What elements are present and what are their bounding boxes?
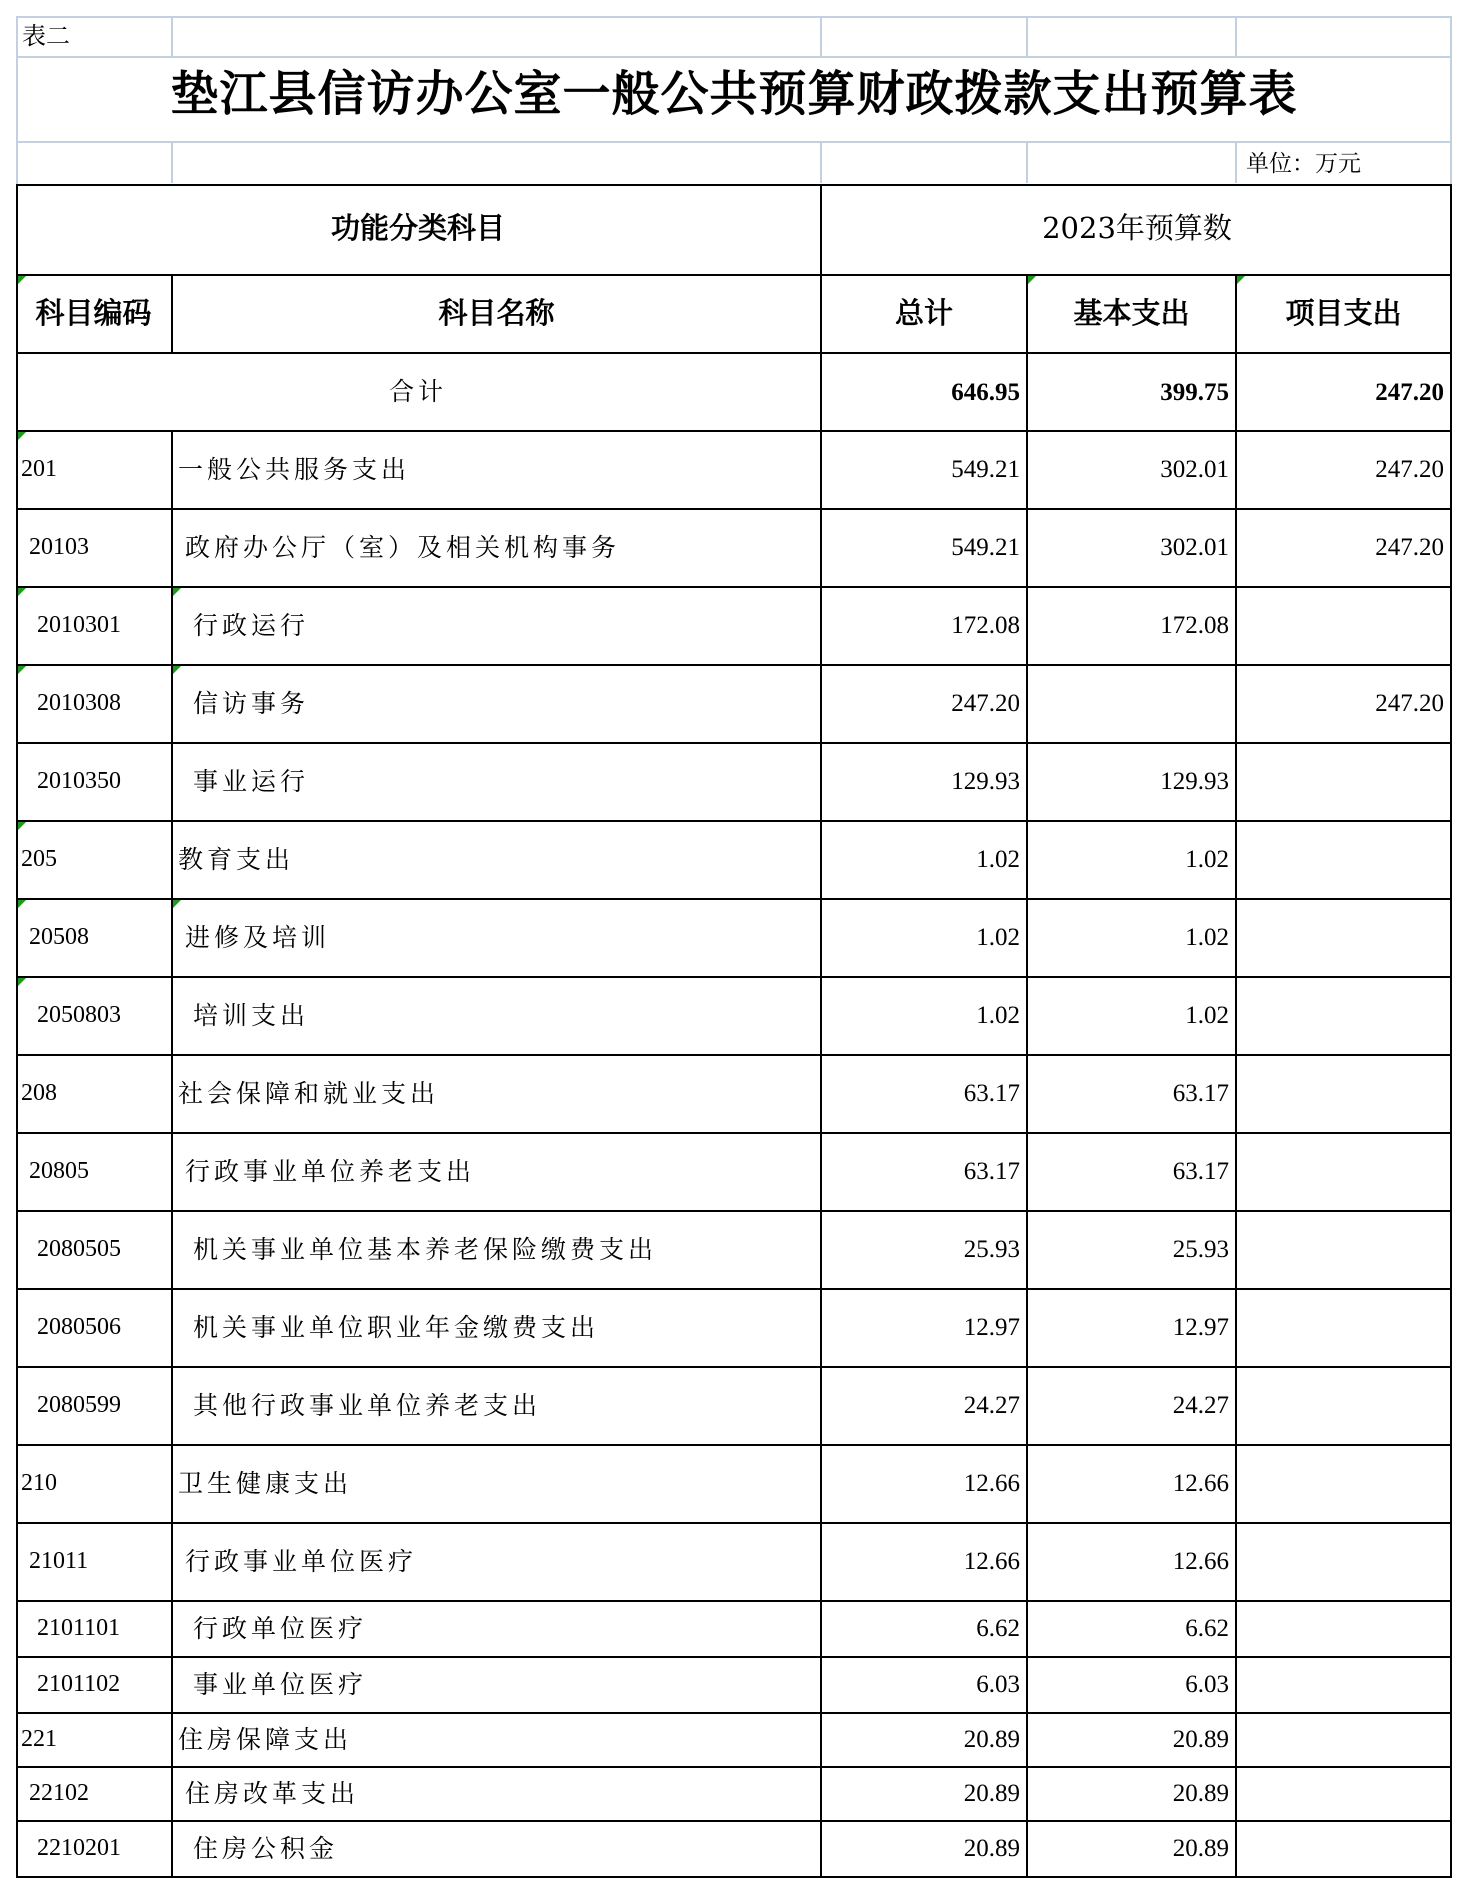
row-total: 20.89 xyxy=(963,1835,1020,1862)
header-name: 科目名称 xyxy=(438,296,555,330)
row-code: 210 xyxy=(21,1470,57,1496)
row-name: 机关事业单位基本养老保险缴费支出 xyxy=(193,1235,658,1264)
row-name: 住房公积金 xyxy=(193,1834,339,1863)
cell-marker-icon xyxy=(173,588,181,596)
col-border xyxy=(171,274,173,352)
row-code: 21011 xyxy=(29,1548,89,1574)
row-name: 培训支出 xyxy=(193,1001,310,1030)
cell-marker-icon xyxy=(18,666,26,674)
col-border xyxy=(820,184,822,1878)
row-code: 2010301 xyxy=(37,612,121,638)
cell-marker-icon xyxy=(18,432,26,440)
row-total: 6.03 xyxy=(976,1671,1020,1698)
row-basic: 24.27 xyxy=(1172,1392,1229,1419)
grid-line xyxy=(820,16,822,58)
row-code: 20508 xyxy=(29,924,89,950)
row-total: 12.66 xyxy=(963,1470,1020,1497)
row-total: 1.02 xyxy=(976,924,1020,951)
row-name: 住房保障支出 xyxy=(178,1725,353,1754)
row-basic: 1.02 xyxy=(1185,846,1229,873)
row-basic: 302.01 xyxy=(1160,456,1229,483)
row-code: 205 xyxy=(21,846,57,872)
header-category: 功能分类科目 xyxy=(330,211,505,245)
row-name: 住房改革支出 xyxy=(185,1779,360,1808)
grid-line xyxy=(171,141,173,183)
row-name: 事业单位医疗 xyxy=(193,1670,368,1699)
grid-line xyxy=(171,16,173,58)
cell-marker-icon xyxy=(18,276,26,284)
row-project: 247.20 xyxy=(1375,456,1444,483)
row-total: 20.89 xyxy=(963,1780,1020,1807)
row-total: 6.62 xyxy=(976,1615,1020,1642)
grid-line xyxy=(1026,16,1028,58)
row-code: 20805 xyxy=(29,1158,89,1184)
row-code: 2210201 xyxy=(37,1835,121,1861)
row-total: 24.27 xyxy=(963,1392,1020,1419)
row-total: 12.66 xyxy=(963,1548,1020,1575)
row-total: 549.21 xyxy=(951,456,1020,483)
row-basic: 63.17 xyxy=(1172,1158,1229,1185)
row-name: 社会保障和就业支出 xyxy=(178,1079,440,1108)
row-border xyxy=(16,1876,1452,1878)
row-code: 2101102 xyxy=(37,1671,121,1697)
row-total: 129.93 xyxy=(951,768,1020,795)
row-basic: 6.03 xyxy=(1185,1671,1229,1698)
row-basic: 20.89 xyxy=(1172,1780,1229,1807)
row-total: 1.02 xyxy=(976,1002,1020,1029)
row-total: 247.20 xyxy=(951,690,1020,717)
row-name: 行政事业单位养老支出 xyxy=(185,1157,476,1186)
grid-line xyxy=(1235,16,1237,58)
row-name: 机关事业单位职业年金缴费支出 xyxy=(193,1313,600,1342)
grid-line xyxy=(820,141,822,183)
cell-marker-icon xyxy=(18,822,26,830)
row-total: 63.17 xyxy=(963,1158,1020,1185)
row-name: 行政单位医疗 xyxy=(193,1614,368,1643)
row-name: 进修及培训 xyxy=(185,923,331,952)
row-name: 行政事业单位医疗 xyxy=(185,1547,418,1576)
header-budget-year: 2023年预算数 xyxy=(1042,211,1232,245)
row-basic: 20.89 xyxy=(1172,1726,1229,1753)
row-basic: 12.97 xyxy=(1172,1314,1229,1341)
row-name: 信访事务 xyxy=(193,689,310,718)
row-code: 2010308 xyxy=(37,690,121,716)
totals-project: 247.20 xyxy=(1375,379,1444,406)
totals-total: 646.95 xyxy=(951,379,1020,406)
row-total: 20.89 xyxy=(963,1726,1020,1753)
unit-label: 单位：万元 xyxy=(1246,151,1361,177)
row-name: 一般公共服务支出 xyxy=(178,455,411,484)
row-basic: 12.66 xyxy=(1172,1548,1229,1575)
row-basic: 172.08 xyxy=(1160,612,1229,639)
row-border xyxy=(16,184,1452,186)
row-name: 行政运行 xyxy=(193,611,310,640)
row-project: 247.20 xyxy=(1375,534,1444,561)
sheet-label: 表二 xyxy=(22,22,70,50)
row-code: 2080506 xyxy=(37,1314,121,1340)
col-border xyxy=(1026,274,1028,1876)
cell-marker-icon xyxy=(18,588,26,596)
row-name: 其他行政事业单位养老支出 xyxy=(193,1391,542,1420)
header-code: 科目编码 xyxy=(35,296,152,330)
grid-line xyxy=(1026,141,1028,183)
row-name: 事业运行 xyxy=(193,767,310,796)
row-code: 2101101 xyxy=(37,1615,121,1641)
row-name: 卫生健康支出 xyxy=(178,1469,353,1498)
header-total: 总计 xyxy=(894,296,953,330)
row-basic: 63.17 xyxy=(1172,1080,1229,1107)
header-basic: 基本支出 xyxy=(1073,296,1190,330)
grid-line xyxy=(1235,141,1237,183)
row-code: 2010350 xyxy=(37,768,121,794)
row-name: 教育支出 xyxy=(178,845,295,874)
totals-basic: 399.75 xyxy=(1160,379,1229,406)
cell-marker-icon xyxy=(1237,276,1245,284)
cell-marker-icon xyxy=(173,666,181,674)
page-title: 垫江县信访办公室一般公共预算财政拨款支出预算表 xyxy=(170,66,1298,122)
col-border xyxy=(1450,184,1452,1878)
row-code: 2080599 xyxy=(37,1392,121,1418)
row-basic: 12.66 xyxy=(1172,1470,1229,1497)
row-basic: 302.01 xyxy=(1160,534,1229,561)
row-code: 20103 xyxy=(29,534,89,560)
totals-label: 合计 xyxy=(388,377,447,406)
row-basic: 25.93 xyxy=(1172,1236,1229,1263)
cell-marker-icon xyxy=(18,900,26,908)
row-code: 22102 xyxy=(29,1780,89,1806)
row-basic: 1.02 xyxy=(1185,1002,1229,1029)
row-code: 201 xyxy=(21,456,57,482)
row-code: 2050803 xyxy=(37,1002,121,1028)
row-project: 247.20 xyxy=(1375,690,1444,717)
row-basic: 20.89 xyxy=(1172,1835,1229,1862)
row-basic: 1.02 xyxy=(1185,924,1229,951)
row-total: 12.97 xyxy=(963,1314,1020,1341)
row-total: 172.08 xyxy=(951,612,1020,639)
row-total: 25.93 xyxy=(963,1236,1020,1263)
row-total: 63.17 xyxy=(963,1080,1020,1107)
col-border xyxy=(16,184,18,1878)
row-basic: 6.62 xyxy=(1185,1615,1229,1642)
cell-marker-icon xyxy=(18,978,26,986)
cell-marker-icon xyxy=(1028,276,1036,284)
cell-marker-icon xyxy=(173,900,181,908)
row-code: 2080505 xyxy=(37,1236,121,1262)
row-basic: 129.93 xyxy=(1160,768,1229,795)
row-total: 1.02 xyxy=(976,846,1020,873)
row-code: 221 xyxy=(21,1726,57,1752)
row-total: 549.21 xyxy=(951,534,1020,561)
col-border xyxy=(1235,274,1237,1876)
row-name: 政府办公厅（室）及相关机构事务 xyxy=(185,533,621,562)
header-project: 项目支出 xyxy=(1285,296,1402,330)
col-border xyxy=(171,430,173,1876)
row-code: 208 xyxy=(21,1080,57,1106)
